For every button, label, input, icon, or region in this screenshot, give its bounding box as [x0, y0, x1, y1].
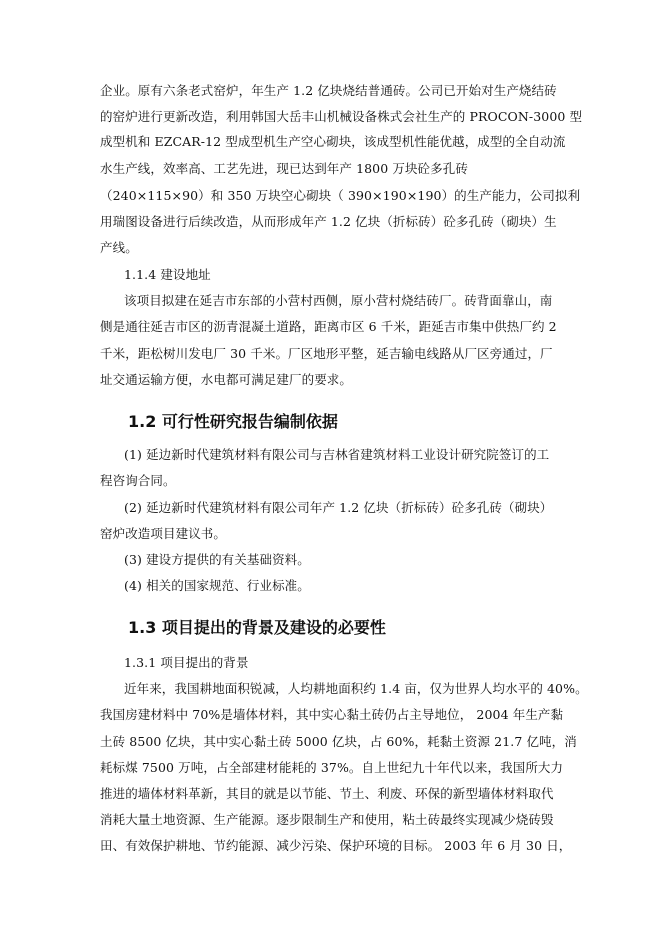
paragraph-line: 的窑炉进行更新改造，利用韩国大岳丰山机械设备株式会社生产的 PROCON-3000 型: [100, 109, 583, 124]
paragraph-line: 成型机和 EZCAR-12 型成型机生产空心砌块，该成型机性能优越，成型的全自动流: [100, 134, 566, 149]
paragraph-line: 企业。原有六条老式窑炉，年生产 1.2 亿块烧结普通砖。公司已开始对生产烧结砖: [100, 83, 557, 98]
paragraph-line: 土砖 8500 亿块，其中实心黏土砖 5000 亿块，占 60%，耗黏土资源 21.7 亿吨，消: [100, 734, 577, 749]
paragraph-line: 水生产线，效率高、工艺先进，现已达到年产 1800 万块砼多孔砖: [100, 161, 468, 176]
paragraph-line: 消耗大量土地资源、生产能源。逐步限制生产和使用，粘土砖最终实现减少烧砖毁: [100, 812, 554, 827]
list-item: (1) 延边新时代建筑材料有限公司与吉林省建筑材料工业设计研究院签订的工: [124, 447, 550, 462]
list-item: (3) 建设方提供的有关基础资料。: [124, 552, 310, 567]
section-heading-1-3-1: 1.3.1 项目提出的背景: [124, 655, 249, 670]
list-item-continuation: 程咨询合同。: [100, 473, 176, 488]
section-heading-1-1-4: 1.1.4 建设地址: [124, 267, 211, 282]
paragraph-line: 耗标煤 7500 万吨，占全部建材能耗的 37%。自上世纪九十年代以来，我国所大力: [100, 760, 564, 775]
paragraph-line: 推进的墙体材料革新，其目的就是以节能、节土、利废、环保的新型墙体材料取代: [100, 786, 554, 801]
list-item: (2) 延边新时代建筑材料有限公司年产 1.2 亿块（折标砖）砼多孔砖（砌块）: [124, 500, 553, 515]
paragraph-line: 侧是通往延吉市区的沥青混凝土道路，距离市区 6 千米，距延吉市集中供热厂约 2: [100, 319, 557, 334]
paragraph-line: 我国房建材料中 70%是墙体材料，其中实心黏土砖仍占主导地位， 2004 年生产黏: [100, 707, 564, 722]
list-item-continuation: 窑炉改造项目建议书。: [100, 526, 227, 541]
paragraph-line: 千米，距松树川发电厂 30 千米。厂区地形平整，延吉输电线路从厂区旁通过，厂: [100, 346, 553, 361]
section-heading-1-2: 1.2 可行性研究报告编制依据: [128, 412, 338, 431]
section-heading-1-3: 1.3 项目提出的背景及建设的必要性: [128, 618, 386, 637]
paragraph-line: 址交通运输方便，水电都可满足建厂的要求。: [100, 372, 353, 387]
paragraph-line: 产线。: [100, 240, 138, 255]
paragraph-line: 田、有效保护耕地、节约能源、减少污染、保护环境的目标。 2003 年 6 月 30 日，: [100, 838, 572, 853]
paragraph-line: 近年来，我国耕地面积锐减，人均耕地面积约 1.4 亩，仅为世界人均水平的 40%。: [124, 681, 588, 696]
paragraph-line: （240×115×90）和 350 万块空心砌块（ 390×190×190）的生产能力，公司拟利: [100, 188, 581, 203]
paragraph-line: 该项目拟建在延吉市东部的小营村西侧，原小营村烧结砖厂。砖背面靠山，南: [124, 293, 553, 308]
paragraph-line: 用瑞图设备进行后续改造，从而形成年产 1.2 亿块（折标砖）砼多孔砖（砌块）生: [100, 214, 557, 229]
list-item: (4) 相关的国家规范、行业标准。: [124, 578, 310, 593]
